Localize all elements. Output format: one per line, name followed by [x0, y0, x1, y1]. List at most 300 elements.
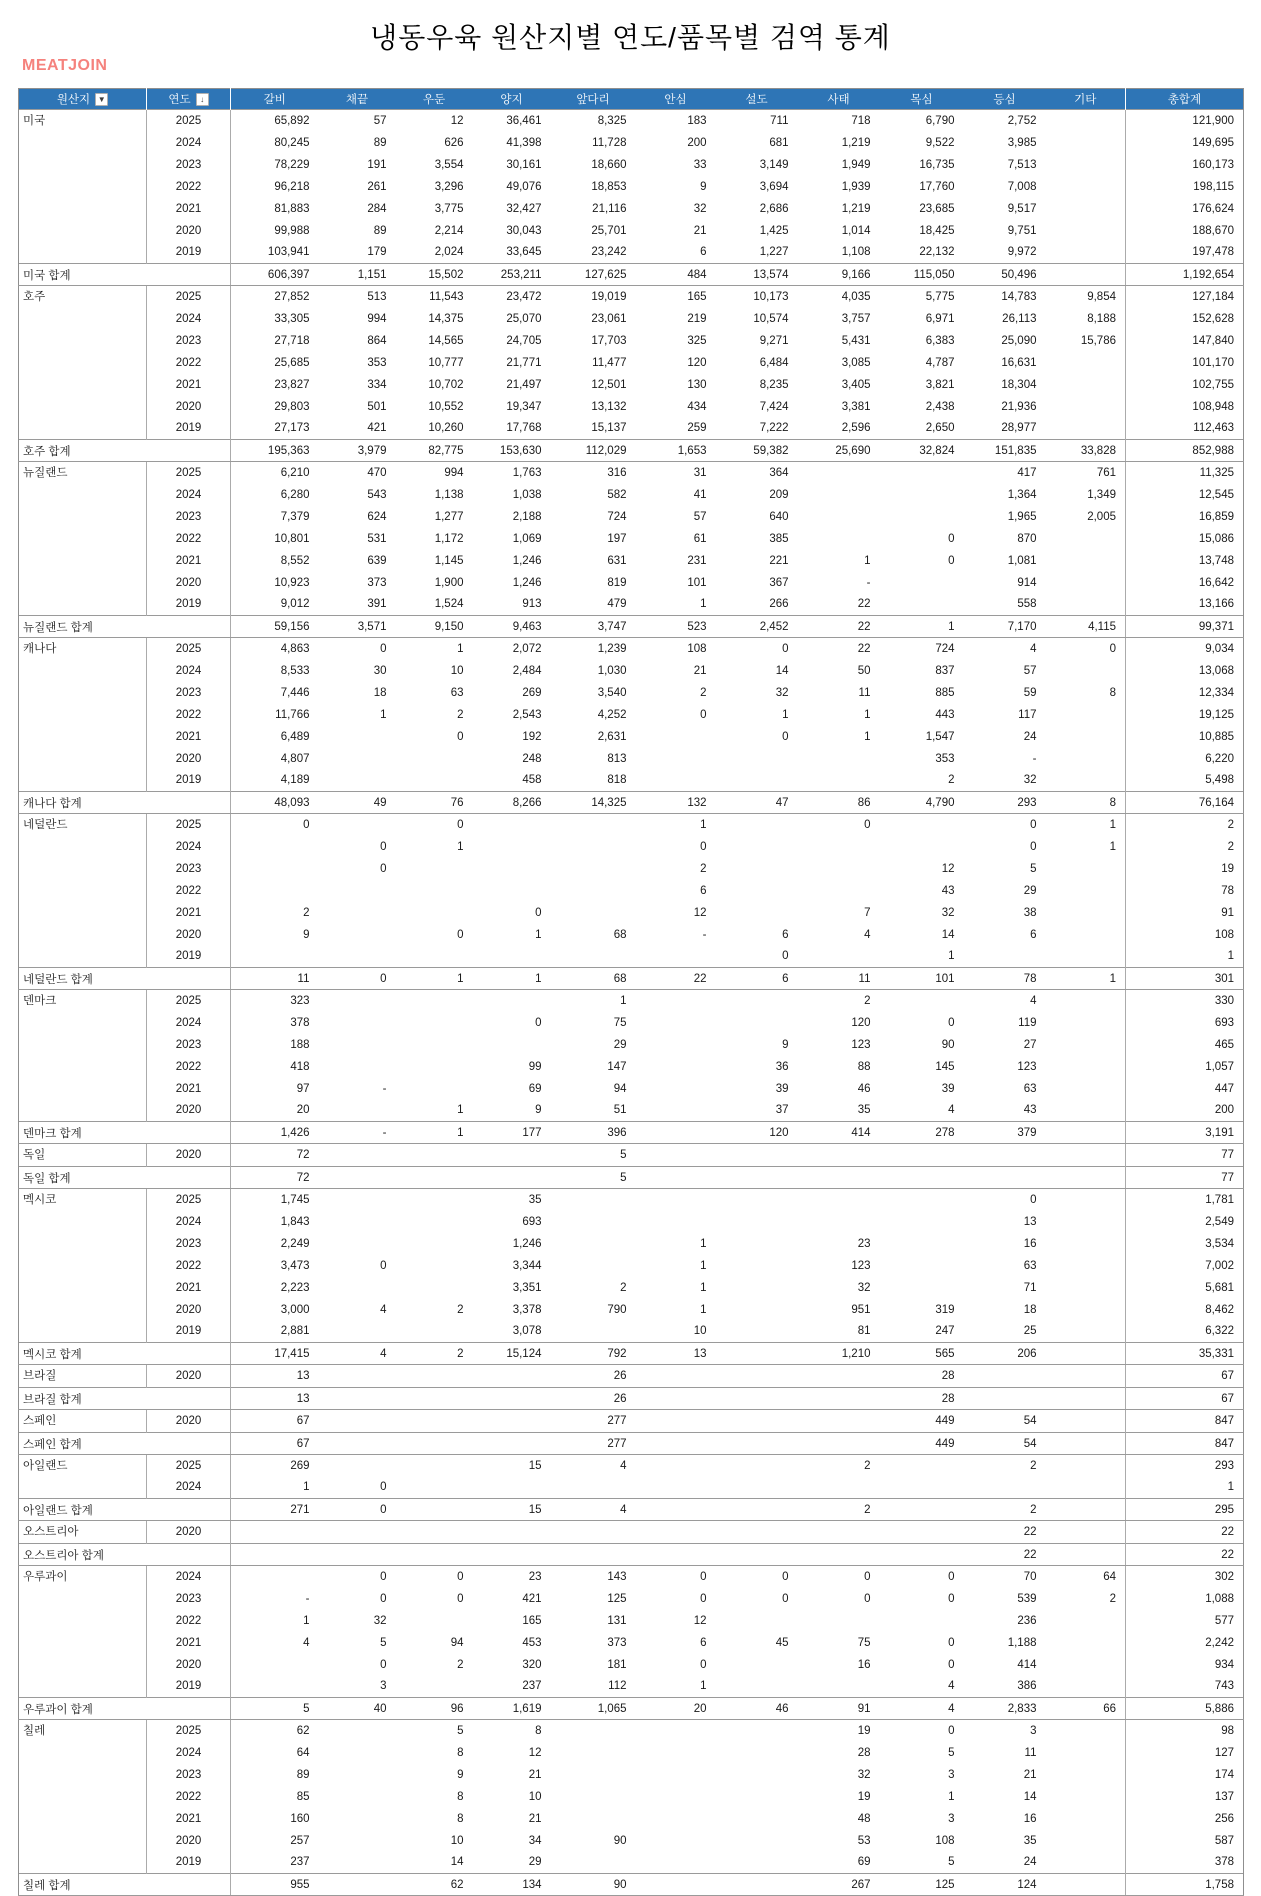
subtotal-value-cell[interactable]: 6 — [716, 968, 798, 990]
value-cell[interactable]: 145 — [935, 1060, 955, 1073]
value-cell[interactable] — [396, 858, 473, 880]
subtotal-value-cell[interactable]: 15 — [473, 1499, 551, 1521]
year-cell[interactable]: 2025 — [147, 1720, 231, 1742]
value-cell[interactable]: 0 — [880, 1720, 964, 1742]
value-cell[interactable]: 1 — [535, 928, 542, 941]
year-cell[interactable]: 2020 — [147, 1410, 231, 1433]
subtotal-value-cell[interactable]: 792 — [551, 1343, 636, 1365]
value-cell[interactable] — [964, 1477, 1046, 1499]
value-cell[interactable] — [716, 1277, 798, 1299]
subtotal-value-cell[interactable]: 153,630 — [473, 440, 551, 462]
value-cell[interactable]: 32 — [373, 1614, 387, 1627]
value-cell[interactable]: 23 — [473, 1566, 551, 1588]
value-cell[interactable]: 2 — [1109, 1592, 1116, 1605]
value-cell[interactable]: 1 — [700, 1680, 707, 1693]
subtotal-value-cell[interactable]: 177 — [473, 1122, 551, 1144]
value-cell[interactable]: 1 — [303, 1481, 310, 1494]
value-cell[interactable]: 8,188 — [1087, 312, 1116, 325]
year-cell[interactable]: 2019 — [147, 1321, 231, 1343]
value-cell[interactable]: 453 — [522, 1636, 542, 1649]
value-cell[interactable]: 57 — [693, 510, 707, 523]
value-cell[interactable]: 75 — [857, 1636, 871, 1649]
value-cell[interactable]: 67 — [231, 1410, 319, 1433]
value-cell[interactable]: 8,552 — [280, 554, 310, 567]
value-cell[interactable]: 1 — [864, 708, 871, 721]
subtotal-value-cell[interactable]: 134 — [473, 1874, 551, 1896]
value-cell[interactable] — [1046, 660, 1126, 682]
value-cell[interactable]: 0 — [1030, 840, 1037, 853]
year-cell[interactable]: 2021 — [147, 902, 231, 924]
value-cell[interactable]: 4,863 — [231, 638, 319, 660]
column-header-item[interactable]: 기타 — [1046, 89, 1126, 110]
value-cell[interactable] — [551, 1786, 636, 1808]
value-cell[interactable]: 23,827 — [274, 378, 310, 391]
value-cell[interactable]: 3,296 — [434, 180, 464, 193]
value-cell[interactable] — [396, 1676, 473, 1698]
subtotal-value-cell[interactable]: 132 — [636, 792, 716, 814]
value-cell[interactable]: 5 — [396, 1720, 473, 1742]
subtotal-value-cell[interactable]: 0 — [319, 968, 396, 990]
value-cell[interactable]: 1,349 — [1087, 488, 1116, 501]
value-cell[interactable]: 1,547 — [925, 730, 955, 743]
value-cell[interactable]: 353 — [367, 356, 387, 369]
value-cell[interactable] — [1046, 1455, 1126, 1477]
value-cell[interactable] — [551, 858, 636, 880]
value-cell[interactable]: 4,807 — [280, 752, 310, 765]
value-cell[interactable] — [1046, 110, 1126, 132]
column-header-item[interactable]: 목심 — [880, 89, 964, 110]
value-cell[interactable]: 14 — [1023, 1790, 1037, 1803]
value-cell[interactable]: 0 — [535, 1016, 542, 1029]
value-cell[interactable] — [880, 1189, 964, 1211]
column-header-item[interactable]: 양지 — [473, 89, 551, 110]
value-cell[interactable]: 188 — [290, 1038, 310, 1051]
subtotal-value-cell[interactable]: - — [319, 1122, 396, 1144]
subtotal-value-cell[interactable] — [319, 1544, 396, 1566]
value-cell[interactable] — [1046, 1034, 1126, 1056]
value-cell[interactable]: 1,425 — [759, 224, 789, 237]
value-cell[interactable]: 131 — [607, 1614, 627, 1627]
value-cell[interactable]: 19,347 — [506, 400, 542, 413]
value-cell[interactable]: 5 — [948, 1856, 955, 1869]
origin-cell[interactable]: 덴마크 — [19, 990, 147, 1122]
value-cell[interactable]: 5 — [948, 1746, 955, 1759]
value-cell[interactable]: 32 — [693, 202, 707, 215]
value-cell[interactable]: 57 — [1023, 664, 1037, 677]
row-total-cell[interactable]: 19,125 — [1126, 704, 1244, 726]
value-cell[interactable]: 1 — [948, 1790, 955, 1803]
value-cell[interactable]: 30,043 — [506, 224, 542, 237]
value-cell[interactable]: 2,881 — [280, 1325, 310, 1338]
value-cell[interactable]: 2 — [700, 686, 707, 699]
value-cell[interactable]: 2 — [457, 1658, 464, 1671]
value-cell[interactable]: 99 — [528, 1060, 542, 1073]
value-cell[interactable] — [231, 1566, 319, 1588]
row-total-cell[interactable]: 200 — [1126, 1100, 1244, 1122]
value-cell[interactable]: 45 — [775, 1636, 789, 1649]
origin-cell[interactable]: 호주 — [19, 286, 147, 440]
row-total-cell[interactable]: 78 — [1126, 880, 1244, 902]
value-cell[interactable] — [716, 990, 798, 1012]
value-cell[interactable]: 248 — [522, 752, 542, 765]
subtotal-value-cell[interactable]: 1 — [396, 968, 473, 990]
value-cell[interactable] — [798, 484, 880, 506]
value-cell[interactable]: 1,030 — [597, 664, 627, 677]
value-cell[interactable] — [551, 880, 636, 902]
subtotal-value-cell[interactable] — [319, 1167, 396, 1189]
value-cell[interactable]: 99,988 — [274, 224, 310, 237]
value-cell[interactable]: 2 — [948, 774, 955, 787]
value-cell[interactable]: 5,431 — [841, 334, 871, 347]
value-cell[interactable]: 69 — [528, 1082, 542, 1095]
value-cell[interactable]: 59 — [1023, 686, 1037, 699]
subtotal-value-cell[interactable]: 151,835 — [964, 440, 1046, 462]
value-cell[interactable] — [319, 902, 396, 924]
subtotal-value-cell[interactable] — [964, 1388, 1046, 1410]
value-cell[interactable] — [798, 880, 880, 902]
row-total-cell[interactable]: 19 — [1126, 858, 1244, 880]
value-cell[interactable] — [319, 1455, 396, 1477]
value-cell[interactable] — [880, 1211, 964, 1233]
value-cell[interactable]: 8,325 — [551, 110, 636, 132]
subtotal-value-cell[interactable] — [880, 1167, 964, 1189]
value-cell[interactable]: 16 — [857, 1658, 871, 1671]
value-cell[interactable]: 6,489 — [280, 730, 310, 743]
value-cell[interactable] — [473, 1410, 551, 1433]
value-cell[interactable]: 18,853 — [591, 180, 627, 193]
value-cell[interactable]: 4,035 — [798, 286, 880, 308]
subtotal-value-cell[interactable]: 267 — [798, 1874, 880, 1896]
value-cell[interactable] — [716, 1764, 798, 1786]
year-cell[interactable]: 2020 — [147, 1144, 231, 1167]
value-cell[interactable]: 27 — [1023, 1038, 1037, 1051]
value-cell[interactable]: 418 — [290, 1060, 310, 1073]
subtotal-value-cell[interactable]: 40 — [319, 1698, 396, 1720]
value-cell[interactable] — [551, 1321, 636, 1343]
value-cell[interactable]: 35 — [1023, 1834, 1037, 1847]
value-cell[interactable]: 5 — [380, 1636, 387, 1649]
value-cell[interactable]: 2 — [303, 906, 310, 919]
value-cell[interactable] — [1046, 1365, 1126, 1388]
value-cell[interactable]: 23,242 — [591, 246, 627, 259]
value-cell[interactable] — [798, 462, 880, 484]
value-cell[interactable]: 65,892 — [231, 110, 319, 132]
value-cell[interactable]: 1,843 — [280, 1215, 310, 1228]
year-cell[interactable]: 2019 — [147, 946, 231, 968]
value-cell[interactable]: 3 — [948, 1812, 955, 1825]
column-header-item[interactable]: 갈비 — [231, 89, 319, 110]
value-cell[interactable]: 191 — [367, 158, 387, 171]
value-cell[interactable] — [1046, 1830, 1126, 1852]
column-header-item[interactable]: 안심 — [636, 89, 716, 110]
value-cell[interactable]: 0 — [700, 708, 707, 721]
subtotal-value-cell[interactable] — [1046, 1499, 1126, 1521]
value-cell[interactable]: 0 — [700, 1592, 707, 1605]
value-cell[interactable]: 7,446 — [280, 686, 310, 699]
value-cell[interactable]: 4 — [303, 1636, 310, 1649]
value-cell[interactable] — [716, 1742, 798, 1764]
origin-cell[interactable]: 멕시코 — [19, 1189, 147, 1343]
subtotal-value-cell[interactable]: 955 — [231, 1874, 319, 1896]
value-cell[interactable]: 11,477 — [592, 356, 627, 369]
value-cell[interactable]: 0 — [964, 814, 1046, 836]
value-cell[interactable] — [1046, 924, 1126, 946]
row-total-cell[interactable]: 13,068 — [1126, 660, 1244, 682]
origin-cell[interactable]: 스페인 — [19, 1410, 147, 1433]
subtotal-value-cell[interactable] — [880, 1499, 964, 1521]
value-cell[interactable]: 21,497 — [506, 378, 542, 391]
year-cell[interactable]: 2019 — [147, 1852, 231, 1874]
subtotal-value-cell[interactable]: 5 — [231, 1698, 319, 1720]
subtotal-value-cell[interactable] — [473, 1544, 551, 1566]
value-cell[interactable]: 4,252 — [597, 708, 627, 721]
value-cell[interactable]: 25,685 — [274, 356, 310, 369]
value-cell[interactable] — [716, 1299, 798, 1321]
value-cell[interactable]: 7,008 — [1007, 180, 1037, 193]
subtotal-value-cell[interactable]: 4,790 — [880, 792, 964, 814]
value-cell[interactable]: 32 — [941, 906, 955, 919]
value-cell[interactable] — [473, 1144, 551, 1167]
value-cell[interactable]: 49,076 — [506, 180, 542, 193]
value-cell[interactable]: 681 — [769, 136, 789, 149]
year-cell[interactable]: 2024 — [147, 132, 231, 154]
value-cell[interactable]: 80,245 — [274, 136, 310, 149]
value-cell[interactable] — [1046, 352, 1126, 374]
value-cell[interactable]: 81 — [857, 1325, 871, 1338]
value-cell[interactable]: 3,000 — [280, 1303, 310, 1316]
value-cell[interactable] — [798, 858, 880, 880]
column-header-origin[interactable] — [19, 89, 147, 110]
value-cell[interactable]: 32 — [1023, 774, 1037, 787]
subtotal-value-cell[interactable] — [636, 1388, 716, 1410]
value-cell[interactable] — [964, 946, 1046, 968]
value-cell[interactable]: 9 — [303, 928, 310, 941]
row-total-cell[interactable]: 256 — [1126, 1808, 1244, 1830]
value-cell[interactable]: 0 — [798, 1566, 880, 1588]
value-cell[interactable]: 4 — [948, 1680, 955, 1693]
subtotal-value-cell[interactable]: 47 — [716, 792, 798, 814]
value-cell[interactable] — [716, 1365, 798, 1388]
value-cell[interactable]: 17,768 — [506, 422, 542, 435]
subtotal-value-cell[interactable] — [473, 1167, 551, 1189]
value-cell[interactable]: 39 — [941, 1082, 955, 1095]
value-cell[interactable]: 724 — [880, 638, 964, 660]
value-cell[interactable]: 0 — [380, 1592, 387, 1605]
value-cell[interactable] — [716, 1189, 798, 1211]
value-cell[interactable]: 89 — [296, 1768, 310, 1781]
value-cell[interactable] — [1046, 1521, 1126, 1544]
value-cell[interactable] — [551, 1255, 636, 1277]
value-cell[interactable]: 8 — [457, 1790, 464, 1803]
value-cell[interactable] — [716, 1808, 798, 1830]
subtotal-value-cell[interactable] — [396, 1388, 473, 1410]
value-cell[interactable]: 543 — [367, 488, 387, 501]
value-cell[interactable]: 21,116 — [592, 202, 627, 215]
value-cell[interactable]: 10,777 — [428, 356, 464, 369]
value-cell[interactable]: 21 — [1023, 1768, 1037, 1781]
value-cell[interactable]: 7,222 — [759, 422, 789, 435]
row-total-cell[interactable]: 15,086 — [1126, 528, 1244, 550]
value-cell[interactable]: 5 — [1030, 862, 1037, 875]
value-cell[interactable]: 1,239 — [551, 638, 636, 660]
value-cell[interactable]: 21,771 — [506, 356, 542, 369]
value-cell[interactable]: 0 — [716, 1566, 798, 1588]
value-cell[interactable]: 12 — [693, 1614, 707, 1627]
year-cell[interactable]: 2020 — [147, 1654, 231, 1676]
value-cell[interactable] — [319, 1365, 396, 1388]
value-cell[interactable]: 32 — [775, 686, 789, 699]
origin-cell[interactable]: 뉴질랜드 — [19, 462, 147, 616]
value-cell[interactable] — [636, 770, 716, 792]
row-total-cell[interactable]: 2,242 — [1126, 1632, 1244, 1654]
value-cell[interactable]: 0 — [380, 840, 387, 853]
value-cell[interactable]: 90 — [613, 1834, 627, 1847]
subtotal-total-cell[interactable]: 99,371 — [1126, 616, 1244, 638]
value-cell[interactable]: 17,703 — [591, 334, 627, 347]
value-cell[interactable] — [716, 814, 798, 836]
value-cell[interactable]: 6,971 — [925, 312, 955, 325]
value-cell[interactable] — [396, 1521, 473, 1544]
value-cell[interactable]: 4 — [864, 928, 871, 941]
value-cell[interactable] — [1046, 990, 1126, 1012]
value-cell[interactable] — [1046, 418, 1126, 440]
value-cell[interactable] — [716, 748, 798, 770]
value-cell[interactable]: 63 — [450, 686, 464, 699]
value-cell[interactable]: 259 — [687, 422, 707, 435]
value-cell[interactable]: 12 — [941, 862, 955, 875]
value-cell[interactable]: 88 — [857, 1060, 871, 1073]
subtotal-value-cell[interactable] — [798, 1167, 880, 1189]
value-cell[interactable]: 12 — [693, 906, 707, 919]
year-cell[interactable]: 2019 — [147, 242, 231, 264]
column-header-item[interactable]: 채끝 — [319, 89, 396, 110]
value-cell[interactable]: 36 — [775, 1060, 789, 1073]
row-total-cell[interactable]: 147,840 — [1126, 330, 1244, 352]
subtotal-value-cell[interactable]: 13 — [636, 1343, 716, 1365]
subtotal-value-cell[interactable]: 414 — [798, 1122, 880, 1144]
value-cell[interactable]: 0 — [396, 814, 473, 836]
value-cell[interactable]: 414 — [1017, 1658, 1037, 1671]
value-cell[interactable]: 9,012 — [280, 598, 310, 611]
value-cell[interactable] — [716, 1477, 798, 1499]
row-total-cell[interactable]: 6,322 — [1126, 1321, 1244, 1343]
value-cell[interactable]: 10 — [693, 1325, 707, 1338]
value-cell[interactable]: 3 — [964, 1720, 1046, 1742]
value-cell[interactable]: 818 — [607, 774, 627, 787]
row-total-cell[interactable]: 127,184 — [1126, 286, 1244, 308]
value-cell[interactable] — [716, 1211, 798, 1233]
year-cell[interactable]: 2024 — [147, 660, 231, 682]
row-total-cell[interactable]: 121,900 — [1126, 110, 1244, 132]
value-cell[interactable]: 0 — [380, 1658, 387, 1671]
year-cell[interactable]: 2023 — [147, 330, 231, 352]
year-cell[interactable]: 2021 — [147, 1632, 231, 1654]
value-cell[interactable]: 26 — [551, 1365, 636, 1388]
value-cell[interactable]: 1 — [457, 1104, 464, 1117]
row-total-cell[interactable]: 9,034 — [1126, 638, 1244, 660]
year-cell[interactable]: 2022 — [147, 880, 231, 902]
subtotal-value-cell[interactable]: 28 — [880, 1388, 964, 1410]
row-total-cell[interactable]: 293 — [1126, 1455, 1244, 1477]
value-cell[interactable] — [551, 1764, 636, 1786]
row-total-cell[interactable]: 847 — [1126, 1410, 1244, 1433]
value-cell[interactable] — [396, 1410, 473, 1433]
value-cell[interactable] — [636, 1144, 716, 1167]
subtotal-value-cell[interactable] — [716, 1167, 798, 1189]
value-cell[interactable]: 50 — [857, 664, 871, 677]
value-cell[interactable] — [319, 1720, 396, 1742]
year-cell[interactable]: 2025 — [147, 286, 231, 308]
value-cell[interactable]: 18,304 — [1001, 378, 1037, 391]
value-cell[interactable]: 0 — [380, 1259, 387, 1272]
year-cell[interactable]: 2020 — [147, 1100, 231, 1122]
subtotal-value-cell[interactable]: 2,452 — [716, 616, 798, 638]
subtotal-value-cell[interactable] — [636, 1122, 716, 1144]
value-cell[interactable]: 2 — [798, 990, 880, 1012]
value-cell[interactable]: 61 — [693, 532, 707, 545]
value-cell[interactable] — [798, 506, 880, 528]
value-cell[interactable]: 32 — [857, 1281, 871, 1294]
row-total-cell[interactable]: 378 — [1126, 1852, 1244, 1874]
subtotal-value-cell[interactable]: 3,571 — [319, 616, 396, 638]
subtotal-value-cell[interactable]: 101 — [880, 968, 964, 990]
value-cell[interactable]: 13 — [1023, 1215, 1037, 1228]
value-cell[interactable] — [964, 1144, 1046, 1167]
value-cell[interactable] — [716, 1654, 798, 1676]
subtotal-value-cell[interactable]: 7,170 — [964, 616, 1046, 638]
value-cell[interactable] — [636, 1477, 716, 1499]
value-cell[interactable] — [473, 814, 551, 836]
value-cell[interactable] — [716, 1255, 798, 1277]
row-total-cell[interactable]: 77 — [1126, 1144, 1244, 1167]
value-cell[interactable]: 5,775 — [880, 286, 964, 308]
value-cell[interactable] — [319, 1830, 396, 1852]
row-total-cell[interactable]: 188,670 — [1126, 220, 1244, 242]
subtotal-value-cell[interactable]: 115,050 — [880, 264, 964, 286]
value-cell[interactable]: 21,936 — [1001, 400, 1037, 413]
subtotal-total-cell[interactable]: 1,758 — [1126, 1874, 1244, 1896]
value-cell[interactable]: 284 — [367, 202, 387, 215]
value-cell[interactable]: 14,565 — [428, 334, 464, 347]
value-cell[interactable]: 28,977 — [1001, 422, 1037, 435]
value-cell[interactable]: 1,188 — [1007, 1636, 1037, 1649]
value-cell[interactable]: 269 — [522, 686, 542, 699]
value-cell[interactable]: 1 — [551, 990, 636, 1012]
value-cell[interactable]: 117 — [1018, 708, 1037, 721]
value-cell[interactable]: 6,210 — [231, 462, 319, 484]
value-cell[interactable]: 470 — [319, 462, 396, 484]
value-cell[interactable] — [716, 1830, 798, 1852]
value-cell[interactable] — [396, 748, 473, 770]
row-total-cell[interactable]: 934 — [1126, 1654, 1244, 1676]
subtotal-value-cell[interactable]: 379 — [964, 1122, 1046, 1144]
value-cell[interactable]: 6,790 — [880, 110, 964, 132]
value-cell[interactable]: 19 — [857, 1790, 871, 1803]
value-cell[interactable]: 373 — [367, 576, 387, 589]
value-cell[interactable] — [1046, 1144, 1126, 1167]
value-cell[interactable]: 14 — [941, 928, 955, 941]
subtotal-value-cell[interactable]: 3,979 — [319, 440, 396, 462]
value-cell[interactable] — [551, 814, 636, 836]
value-cell[interactable]: 11 — [858, 686, 871, 699]
value-cell[interactable] — [880, 484, 964, 506]
value-cell[interactable]: 10 — [450, 1834, 464, 1847]
year-cell[interactable]: 2021 — [147, 1808, 231, 1830]
value-cell[interactable]: 0 — [782, 730, 789, 743]
value-cell[interactable] — [716, 1720, 798, 1742]
value-cell[interactable] — [396, 1277, 473, 1299]
value-cell[interactable]: 22 — [798, 638, 880, 660]
